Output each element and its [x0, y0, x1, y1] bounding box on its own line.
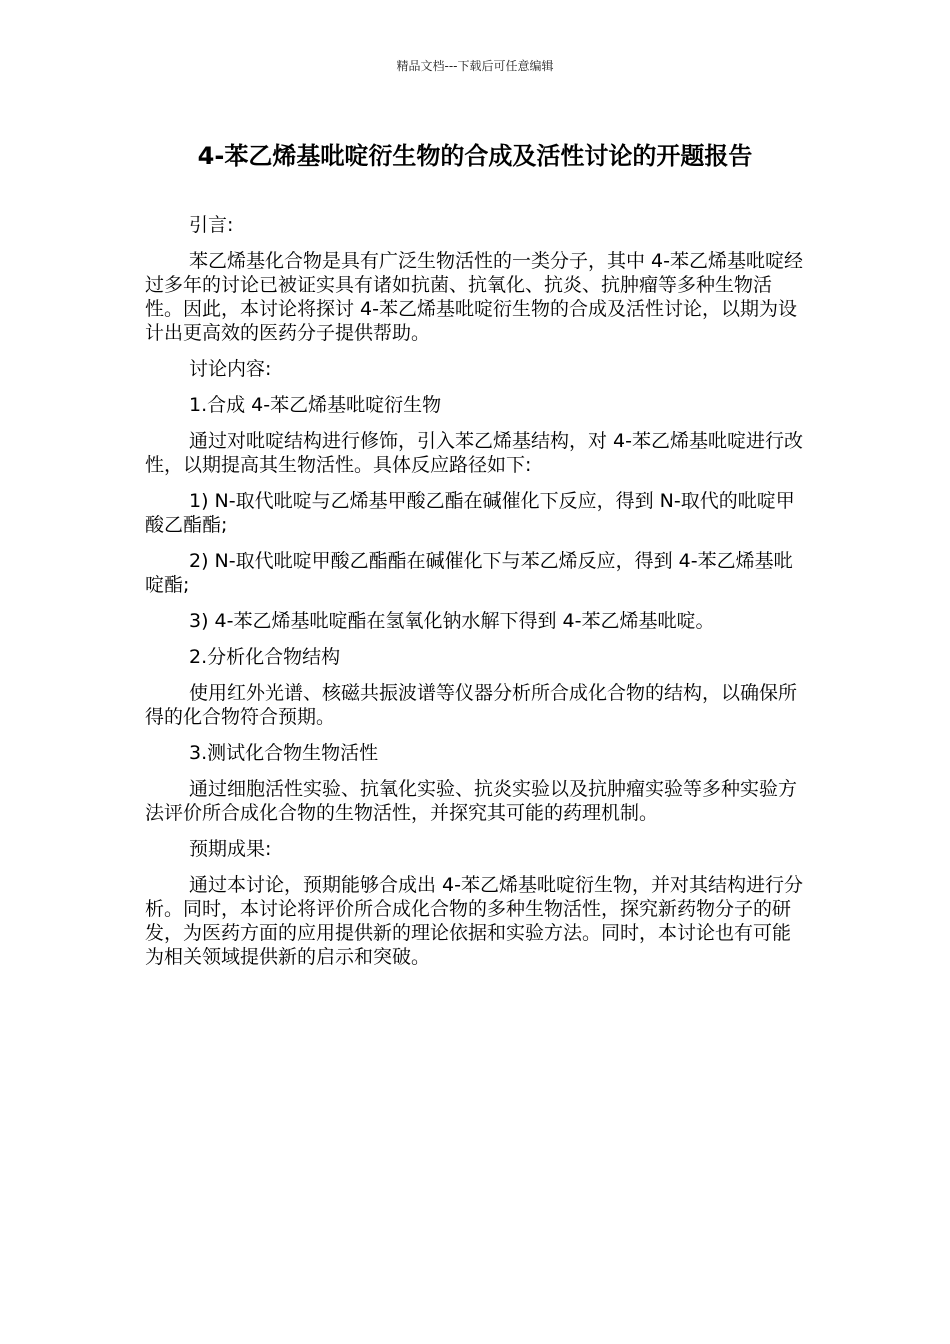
- subheading-activity: 3.测试化合物生物活性: [189, 742, 379, 764]
- paragraph-outcomes: 通过本讨论，预期能够合成出 4-苯乙烯基吡啶衍生物，并对其结构进行分析。同时，本讨论将评价所合成化合物的多种生物活性，探究新药物分子的研发，为医药方面的应用提供新的理论依据和实验方法。同时，本讨论也有可能为相关领域提供新的启示和突破。: [145, 874, 803, 968]
- subheading-structure: 2.分析化合物结构: [189, 646, 341, 668]
- reaction-step-1: 1) N-取代吡啶与乙烯基甲酸乙酯在碱催化下反应，得到 N-取代的吡啶甲酸乙酯酯;: [145, 490, 795, 536]
- section-heading-outcomes: 预期成果:: [189, 838, 272, 860]
- section-heading-intro: 引言:: [189, 214, 234, 236]
- subheading-synthesis: 1.合成 4-苯乙烯基吡啶衍生物: [189, 394, 442, 416]
- document-body: [145, 213, 807, 981]
- section-heading-content: 讨论内容:: [189, 358, 272, 380]
- reaction-step-2: 2) N-取代吡啶甲酸乙酯酯在碱催化下与苯乙烯反应，得到 4-苯乙烯基吡啶酯;: [145, 550, 793, 596]
- paragraph-activity: 通过细胞活性实验、抗氧化实验、抗炎实验以及抗肿瘤实验等多种实验方法评价所合成化合物的生物活性，并探究其可能的药理机制。: [145, 778, 798, 824]
- paragraph-intro: 苯乙烯基化合物是具有广泛生物活性的一类分子，其中 4-苯乙烯基吡啶经过多年的讨论已被证实具有诸如抗菌、抗氧化、抗炎、抗肿瘤等多种生物活性。因此，本讨论将探讨 4-苯乙烯基吡啶衍生物的合成及活性讨论，以期为设计出更高效的医药分子提供帮助。: [145, 250, 803, 344]
- page-header: 精品文档---下载后可任意编辑: [396, 59, 554, 73]
- document-title: 4-苯乙烯基吡啶衍生物的合成及活性讨论的开题报告: [197, 142, 753, 170]
- paragraph-synthesis: 通过对吡啶结构进行修饰，引入苯乙烯基结构，对 4-苯乙烯基吡啶进行改性，以期提高其生物活性。具体反应路径如下:: [145, 430, 803, 476]
- paragraph-structure: 使用红外光谱、核磁共振波谱等仪器分析所合成化合物的结构，以确保所得的化合物符合预期。: [145, 682, 798, 728]
- reaction-step-3: 3) 4-苯乙烯基吡啶酯在氢氧化钠水解下得到 4-苯乙烯基吡啶。: [189, 610, 715, 632]
